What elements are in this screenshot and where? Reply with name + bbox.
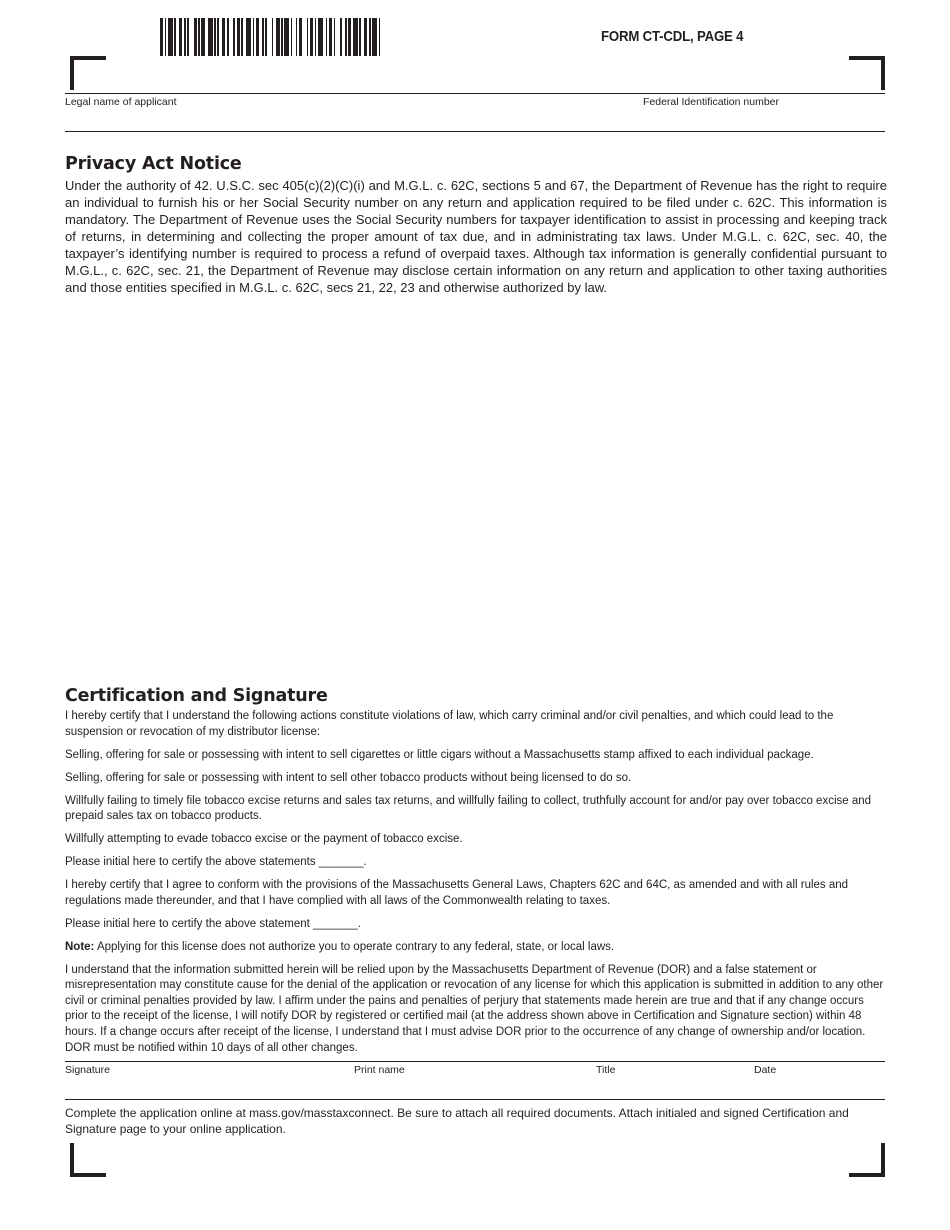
signature-field[interactable] [65,1076,345,1098]
fein-field[interactable] [643,108,885,130]
applicant-bottom-rule [65,131,885,132]
legal-name-label: Legal name of applicant [65,96,177,108]
note-text: Applying for this license does not authorize you to operate contrary to any federal, state, or local laws. [94,940,615,953]
initial-statement-1[interactable]: Please initial here to certify the above statements _______. [65,856,367,869]
print-name-label: Print name [354,1064,405,1076]
registration-mark-top-left [70,56,106,90]
form-id: FORM CT-CDL, PAGE 4 [601,28,744,45]
violation-item: Selling, offering for sale or possessing with intent to sell cigarettes or little cigars without a Massachusetts stamp affixed to each individual package. [65,748,814,761]
registration-mark-bottom-right [849,1143,885,1177]
signature-top-rule [65,1061,885,1062]
signature-bottom-rule [65,1099,885,1100]
title-field[interactable] [596,1076,746,1098]
certification-intro: I hereby certify that I understand the following actions constitute violations of law, which carry criminal and/or civil penalties, and which could lead to the suspension or revocation of my distributor license: [65,710,834,738]
barcode-icon [160,18,470,56]
registration-mark-top-right [849,56,885,90]
certification-body [65,709,887,1064]
privacy-act-title: Privacy Act Notice [65,154,242,174]
print-name-field[interactable] [354,1076,586,1098]
date-label: Date [754,1064,777,1076]
note-label: Note: [65,940,95,953]
registration-mark-bottom-left [70,1143,106,1177]
conform-statement: I hereby certify that I agree to conform with the provisions of the Massachusetts General Laws, Chapters 62C and 64C, as amended and with all rules and regulations made thereunder, and that I have complied with all laws of the Commonwealth relating to taxes. [65,879,849,907]
fein-label: Federal Identification number [643,96,779,108]
note [65,940,887,956]
applicant-top-rule [65,93,885,94]
privacy-act-body: Under the authority of 42. U.S.C. sec 405(c)(2)(C)(i) and M.G.L. c. 62C, sections 5 and 67, the Department of Revenue has the right to require an individual to furnish his or her Social Security number on any return and application required to be filed under c. 62C. This information is mandatory. The Department of Revenue uses the Social Security numbers for taxpayer identification to assist in processing and keeping track of returns, in determining and collecting the proper amount of tax due, and in administrating tax laws. Under M.G.L. c. 62C, sec. 40, the taxpayer’s identifying number is required to process a refund of overpaid taxes. Although tax information is generally confidential pursuant to M.G.L., c. 62C, sec. 21, the Department of Revenue may disclose certain information on any return and application to other taxing authorities and those entities specified in M.G.L. c. 62C, secs 21, 22, 23 and otherwise authorized by law. [65,178,887,295]
legal-name-field[interactable] [65,108,625,130]
certification-title: Certification and Signature [65,686,328,706]
violation-item: Willfully attempting to evade tobacco excise or the payment of tobacco excise. [65,833,463,846]
initial-statement-2[interactable]: Please initial here to certify the above statement _______. [65,917,361,930]
date-field[interactable] [754,1076,885,1098]
understand-statement: I understand that the information submitted herein will be relied upon by the Massachusetts Department of Revenue (DOR) and a false statement or misrepresentation may constitute cause for the denial of the application or revocation of any license for which this application is submitted in addition to any other civil or criminal penalties provided by law. I affirm under the pains and penalties of perjury that statements made herein are true and that if any change occurs prior to the receipt of the license, I will notify DOR by registered or certified mail (at the address shown above in Certification and Signature section) within 48 hours. If a change occurs after receipt of the license, I understand that I must advise DOR prior to the occurrence of any change of ownership and/or location. DOR must be notified within 10 days of all other changes. [65,963,884,1054]
signature-label: Signature [65,1064,110,1076]
title-label: Title [596,1064,616,1076]
violation-item: Willfully failing to timely file tobacco excise returns and sales tax returns, and willfully failing to collect, truthfully account for and/or pay over tobacco excise and prepaid sales tax on tobacco products. [65,794,872,823]
footer-instructions: Complete the application online at mass.gov/masstaxconnect. Be sure to attach all required documents. Attach initialed and signed Certification and Signature page to your online application. [65,1106,849,1136]
violation-item: Selling, offering for sale or possessing with intent to sell other tobacco products without being licensed to do so. [65,771,632,784]
